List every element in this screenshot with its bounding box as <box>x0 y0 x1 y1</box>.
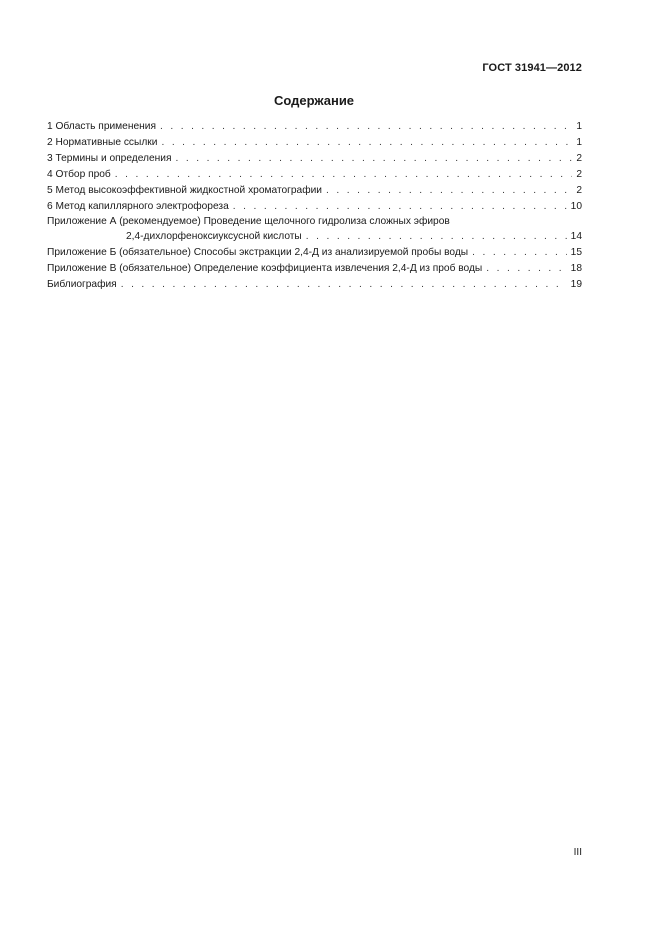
toc-leader-dots <box>160 119 572 135</box>
toc-entry-label: Приложение Б (обязательное) Способы экстракции 2,4-Д из анализируемой пробы воды <box>47 247 469 258</box>
toc-entry-label: 5 Метод высокоэффективной жидкостной хроматографии <box>47 185 322 196</box>
toc-leader-dots <box>115 167 573 183</box>
toc-entry-scope[interactable] <box>47 119 582 135</box>
toc-entry-capillary-electrophoresis[interactable] <box>47 199 582 215</box>
toc-leader-dots <box>161 135 572 151</box>
table-of-contents <box>47 119 582 293</box>
toc-entry-page: 19 <box>570 279 582 290</box>
toc-entry-label: 3 Термины и определения <box>47 153 172 164</box>
toc-entry-normative-references[interactable] <box>47 135 582 151</box>
toc-entry-bibliography[interactable] <box>47 277 582 293</box>
toc-leader-dots <box>326 183 572 199</box>
toc-entry-page: 2 <box>576 169 582 180</box>
toc-entry-page: 1 <box>576 121 582 132</box>
toc-leader-dots <box>472 245 567 261</box>
toc-entry-page: 10 <box>570 201 582 212</box>
toc-entry-label: 1 Область применения <box>47 121 156 132</box>
page-title: Содержание <box>273 93 355 108</box>
toc-entry-label: Приложение А (рекомендуемое) Проведение щелочного гидролиза сложных эфиров <box>47 216 450 227</box>
toc-leader-dots <box>486 261 566 277</box>
toc-entry-appendix-b[interactable] <box>47 245 582 261</box>
toc-entry-sampling[interactable] <box>47 167 582 183</box>
toc-entry-page: 15 <box>570 247 582 258</box>
toc-leader-dots <box>175 151 572 167</box>
toc-entry-page: 1 <box>576 137 582 148</box>
toc-entry-hplc-method[interactable] <box>47 183 582 199</box>
toc-leader-dots <box>306 229 567 245</box>
toc-entry-page: 14 <box>570 231 582 242</box>
toc-entry-terms[interactable] <box>47 151 582 167</box>
document-designation: ГОСТ 31941—2012 <box>482 62 582 74</box>
toc-entry-label: 2 Нормативные ссылки <box>47 137 158 148</box>
toc-entry-label-continued: 2,4-дихлорфеноксиуксусной кислоты <box>126 231 302 242</box>
page-number: III <box>573 847 582 858</box>
toc-entry-label: 6 Метод капиллярного электрофореза <box>47 201 229 212</box>
toc-entry-page: 18 <box>570 263 582 274</box>
toc-entry-label: 4 Отбор проб <box>47 169 111 180</box>
toc-leader-dots <box>233 199 567 215</box>
toc-leader-dots <box>121 277 567 293</box>
toc-entry-page: 2 <box>576 153 582 164</box>
toc-entry-label: Библиография <box>47 279 117 290</box>
toc-entry-appendix-v[interactable] <box>47 261 582 277</box>
toc-entry-page: 2 <box>576 185 582 196</box>
toc-entry-label: Приложение В (обязательное) Определение коэффициента извлечения 2,4-Д из проб воды <box>47 263 483 274</box>
toc-entry-appendix-a[interactable] <box>47 215 582 245</box>
